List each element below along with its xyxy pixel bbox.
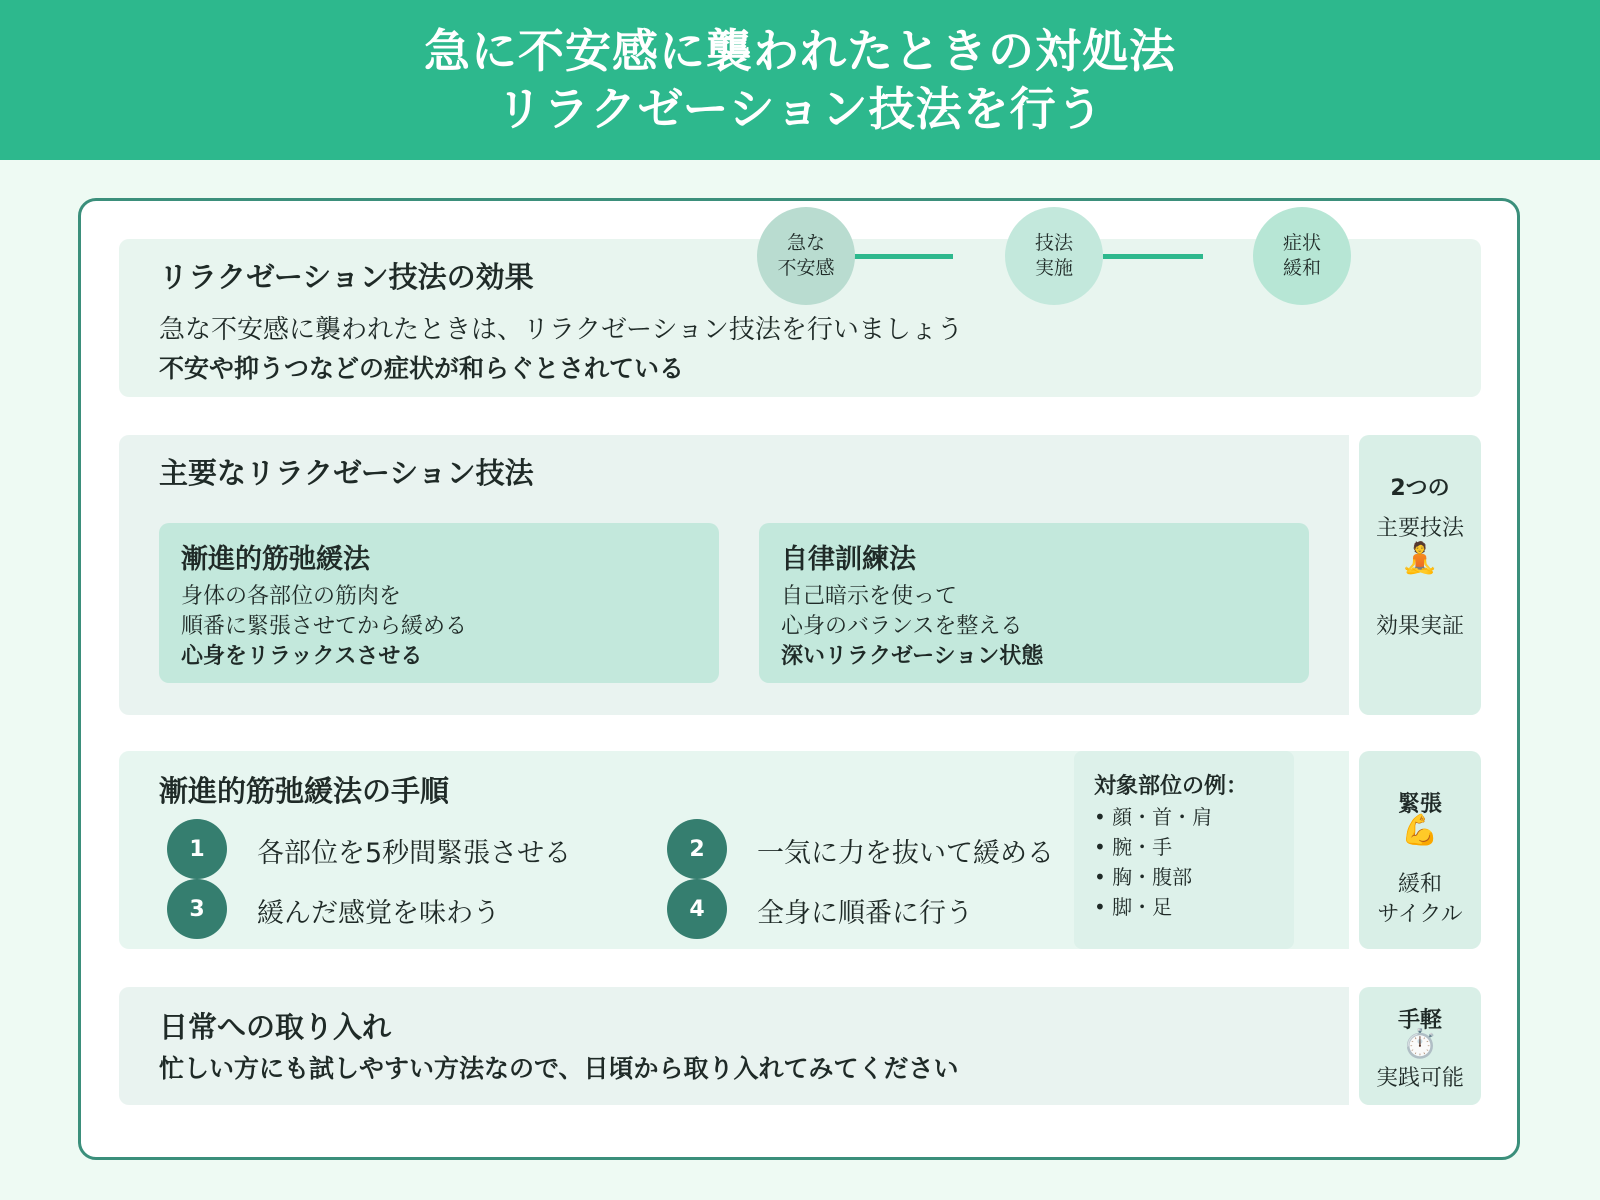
flow-step-technique <box>1005 207 1103 305</box>
meditation-icon: 🧘 <box>1401 541 1439 576</box>
step-number-3: 3 <box>167 879 227 939</box>
body-part-item: • 胸・腹部 <box>1094 865 1193 889</box>
flow-step-sudden-anxiety <box>757 207 855 305</box>
step-text-4: 全身に順番に行う <box>757 898 973 929</box>
page-title-line1: 急に不安感に襲われたときの対処法 <box>424 24 1176 78</box>
effect-title: リラクゼーション技法の効果 <box>159 260 534 294</box>
method-card-autogenic-title: 自律訓練法 <box>781 544 916 575</box>
daily-text: 忙しい方にも試しやすい方法なので、日頃から取り入れてみてください <box>159 1054 959 1083</box>
daily-section <box>119 987 1349 1105</box>
steps-title: 漸進的筋弛緩法の手順 <box>159 774 450 808</box>
page-header <box>0 0 1600 160</box>
body-part-item: • 顔・首・肩 <box>1094 805 1213 829</box>
body-part-item: • 腕・手 <box>1094 835 1173 859</box>
step-text-3: 緩んだ感覚を味わう <box>257 898 500 929</box>
flow-connector-2 <box>1103 254 1203 259</box>
daily-side-line1: 手軽 <box>1397 1008 1442 1033</box>
method-card-autogenic-line2: 心身のバランスを整える <box>781 614 1023 639</box>
flow-step-1-line1: 急な <box>786 232 825 254</box>
flow-step-3-line1: 症状 <box>1282 232 1321 254</box>
methods-side-line2: 主要技法 <box>1375 516 1464 541</box>
body-part-item: • 脚・足 <box>1094 895 1173 919</box>
methods-side-line3: 効果実証 <box>1375 614 1464 639</box>
steps-side-line3: サイクル <box>1377 902 1463 927</box>
step-number-1: 1 <box>167 819 227 879</box>
method-card-autogenic <box>759 523 1309 683</box>
flexed-bicep-icon: 💪 <box>1401 813 1439 848</box>
flow-step-2-line2: 実施 <box>1034 257 1073 279</box>
main-frame <box>78 198 1520 1160</box>
steps-side-line2: 緩和 <box>1397 872 1442 897</box>
daily-side-badge <box>1359 987 1481 1105</box>
step-number-4: 4 <box>667 879 727 939</box>
method-card-pmr-title: 漸進的筋弛緩法 <box>181 544 370 575</box>
steps-side-badge <box>1359 751 1481 949</box>
body-parts-box <box>1074 751 1294 949</box>
methods-side-badge <box>1359 435 1481 715</box>
daily-title: 日常への取り入れ <box>159 1010 392 1044</box>
method-card-pmr-line2: 順番に緊張させてから緩める <box>181 614 468 639</box>
stopwatch-icon: ⏱️ <box>1402 1027 1438 1060</box>
effect-text-2: 不安や抑うつなどの症状が和らぐとされている <box>159 354 685 383</box>
effect-text-1: 急な不安感に襲われたときは、リラクゼーション技法を行いましょう <box>159 315 963 345</box>
flow-step-1-line2: 不安感 <box>777 257 835 279</box>
method-card-autogenic-line1: 自己暗示を使って <box>781 584 958 609</box>
flow-step-2-line1: 技法 <box>1034 232 1073 254</box>
step-number-2: 2 <box>667 819 727 879</box>
method-card-pmr <box>159 523 719 683</box>
daily-side-line2: 実践可能 <box>1375 1066 1464 1091</box>
method-card-autogenic-line3: 深いリラクゼーション状態 <box>781 644 1044 669</box>
methods-side-line1: 2つの <box>1390 476 1450 501</box>
step-text-2: 一気に力を抜いて緩める <box>757 838 1054 869</box>
method-card-pmr-line3: 心身をリラックスさせる <box>181 644 423 669</box>
flow-connector-1 <box>853 254 953 259</box>
flow-step-relief <box>1253 207 1351 305</box>
steps-side-line1: 緊張 <box>1397 792 1442 817</box>
method-card-pmr-line1: 身体の各部位の筋肉を <box>181 584 402 609</box>
steps-section <box>119 751 1349 949</box>
flow-step-3-line2: 緩和 <box>1282 257 1321 279</box>
step-text-1: 各部位を5秒間緊張させる <box>257 838 572 869</box>
page-title-line2: リラクゼーション技法を行う <box>496 82 1104 136</box>
methods-title: 主要なリラクゼーション技法 <box>159 456 534 490</box>
body-parts-title: 対象部位の例： <box>1094 774 1249 799</box>
methods-section <box>119 435 1349 715</box>
